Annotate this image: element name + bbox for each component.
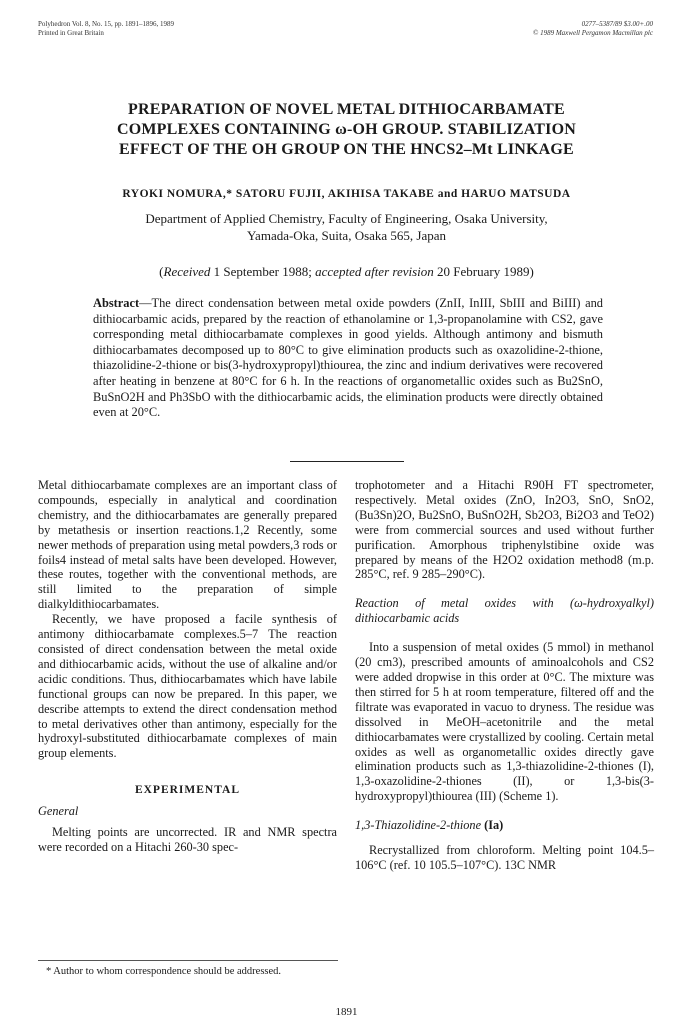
abstract-text: —The direct condensation between metal oxide powders (ZnII, InIII, SbIII and BiIII) and dithiocarbamic acids, prepared by the reaction of ethanolamine or 1,3-propanolamine with CS2, gave corresponding metal dithiocarbamate complexes in good yields. Although antimony and bismuth dithiocarbamates decomposed up to 80°C to give elimination products such as oxazolidine-2-thione, thiazolidine-2-thione or bis(3-hydroxypropyl)thiourea, the zinc and indium derivatives were recovered after heating in benzene at 80°C for 6 h. In the reactions of organometallic oxides such as Bu2SnO, BuSnO2H and Ph3SbO with the dithiocarbamic acids, the elimination products were directly obtained even at 20°C. bbox=[93, 296, 603, 420]
general-paragraph: Melting points are uncorrected. IR and NMR spectra were recorded on a Hitachi 260-30 spec- bbox=[38, 825, 337, 854]
price-code-line: 0277–5387/89 $3.00+.00 bbox=[581, 20, 653, 28]
affiliation-line-2: Yamada-Oka, Suita, Osaka 565, Japan bbox=[246, 228, 447, 243]
affiliation-line-1: Department of Applied Chemistry, Faculty of Engineering, Osaka University, bbox=[145, 211, 548, 226]
compound-heading bbox=[355, 818, 654, 833]
title-line-1: PREPARATION OF NOVEL METAL DITHIOCARBAMATE bbox=[128, 101, 565, 118]
publisher-info bbox=[533, 20, 653, 38]
accepted-label: accepted after revision bbox=[315, 264, 434, 279]
author-list: RYOKI NOMURA,* SATORU FUJII, AKIHISA TAKABE and HARUO MATSUDA bbox=[122, 188, 571, 200]
printed-in-line: Printed in Great Britain bbox=[38, 29, 104, 37]
journal-citation-line: Polyhedron Vol. 8, No. 15, pp. 1891–1896, 1989 bbox=[38, 20, 175, 28]
journal-citation bbox=[38, 20, 174, 38]
abstract-divider bbox=[290, 461, 404, 462]
intro-paragraph-1: Metal dithiocarbamate complexes are an important class of compounds, especially in analytical and coordination chemistry, and the dithiocarbamates are generally prepared by metathesis or insertion reactions.1,2 Recently, some newer methods of preparation using metal powders,3 rods or foils4 instead of metal salts have been developed. However, these routes, together with the conventional methods, are still limited to the preparation of simple dialkyldithiocarbamates. bbox=[38, 478, 337, 612]
compound-paragraph: Recrystallized from chloroform. Melting point 104.5–106°C (ref. 10 105.5–107°C). 13C NMR bbox=[355, 843, 654, 872]
abstract bbox=[93, 296, 603, 421]
abstract-label: Abstract bbox=[93, 296, 140, 310]
page-number: 1891 bbox=[335, 1006, 358, 1018]
section-heading-experimental: EXPERIMENTAL bbox=[134, 784, 241, 797]
compound-label: (Ia) bbox=[484, 818, 504, 833]
received-dates: (Received 1 September 1988; accepted after revision 20 February 1989) bbox=[159, 264, 534, 279]
footnote: * Author to whom correspondence should be addressed. bbox=[46, 966, 282, 977]
procedure-paragraph: Into a suspension of metal oxides (5 mmol) in methanol (20 cm3), prescribed amounts of aminoalcohols and CS2 were added dropwise in this order at 0°C. The mixture was then stirred for 5 h at room temperature, filtered off and the filtrate was evaporated in vacuo to dryness. The residue was dissolved in MeOH–acetonitrile and the metal dithiocarbamates were crystallized by cooling. Certain metal oxides as well as organometallic oxides directly gave elimination products such as 1,3-thiazolidine-2-thiones (I), 1,3-oxazolidine-2-thiones (II), or 1,3-bis(3-hydroxypropyl)thiourea (III) (Scheme 1). bbox=[355, 640, 654, 804]
materials-paragraph: trophotometer and a Hitachi R90H FT spectrometer, respectively. Metal oxides (ZnO, In2O3, SnO, SnO2, (Bu3Sn)2O, Bu2SnO, BuSnO2H, Sb2O3, Bi2O3 and TeO2) were from commercial sources and used without further purification. Amorphous triphenylstibine oxide was prepared by means of the H2O2 oxidation method8 (m.p. 285°C, ref. 9 285–290°C). bbox=[355, 478, 654, 582]
article-title bbox=[40, 100, 653, 160]
received-label: Received bbox=[163, 264, 211, 279]
copyright-line: © 1989 Maxwell Pergamon Macmillan plc bbox=[533, 29, 653, 37]
title-line-3: EFFECT OF THE OH GROUP ON THE HNCS2–Mt LINKAGE bbox=[119, 141, 574, 158]
compound-name: 1,3-Thiazolidine-2-thione bbox=[355, 818, 482, 833]
accepted-date: 20 February 1989 bbox=[437, 264, 530, 279]
title-line-2: COMPLEXES CONTAINING ω-OH GROUP. STABILIZATION bbox=[116, 121, 577, 138]
affiliation bbox=[40, 210, 653, 244]
subsection-heading-reaction: Reaction of metal oxides with (ω-hydroxyalkyl) dithiocarbamic acids bbox=[355, 596, 654, 626]
received-date: 1 September 1988; bbox=[213, 264, 312, 279]
subsection-heading-general: General bbox=[38, 804, 79, 819]
left-column bbox=[38, 478, 337, 855]
right-column bbox=[355, 478, 654, 873]
intro-paragraph-2: Recently, we have proposed a facile synthesis of antimony dithiocarbamate complexes.5–7 The reaction consisted of direct condensation between the metal oxide and dithiocarbamic acids, without the use of alkaline and/or acidic conditions. Thus, dithiocarbamates which have labile functional groups can now be prepared. In this paper, we describe attempts to extend the direct condensation method to metal derivatives other than antimony, especially for the hydroxyl-substituted dithiocarbamate complexes of main group elements. bbox=[38, 612, 337, 761]
footnote-divider bbox=[38, 960, 338, 961]
